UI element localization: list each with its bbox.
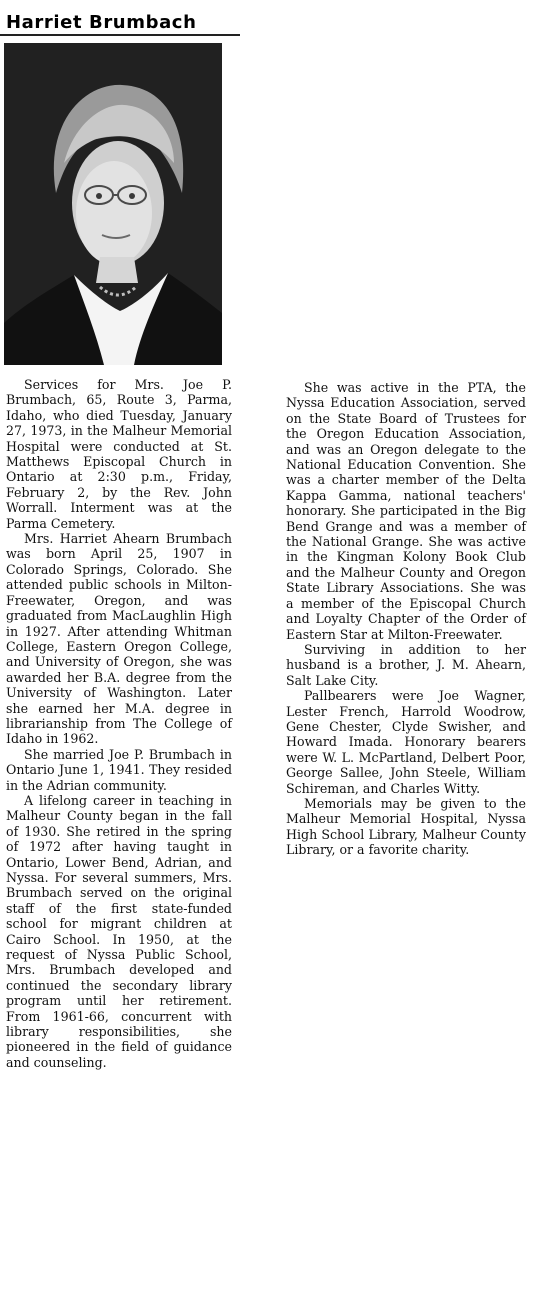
services-paragraph: Services for Mrs. Joe P. Brumbach, 65, Route 3, Parma, Idaho, who died Tuesday, January 27, 1973, in the Malheur Memorial Hospital were conducted at St. Matthews Episcopal Church in Ontario at 2:30 p.m., Friday, February 2, by the Rev. John Worrall. Interment was at the Parma Cemetery. [6,377,232,531]
obituary-left-column [6,377,232,1070]
marriage-paragraph: She married Joe P. Brumbach in Ontario June 1, 1941. They resided in the Adrian community. [6,746,232,793]
heading-rule [0,34,240,36]
birth-education-paragraph: Mrs. Harriet Ahearn Brumbach was born April 25, 1907 in Colorado Springs, Colorado. She attended public schools in Milton-Freewater, Oregon, and was graduated from MacLaughlin High in 1927. After attending Whitman College, Eastern Oregon College, and University of Oregon, she was awarded her B.A. degree from the University of Washington. Later she earned her M.A. degree in librarianship from The College of Idaho in 1962. [6,531,232,747]
career-paragraph: A lifelong career in teaching in Malheur County began in the fall of 1930. She retired in the spring of 1972 after having taught in Ontario, Lower Bend, Adrian, and Nyssa. For several summers, Mrs. Brumbach served on the original staff of the first state-funded school for migrant children at Cairo School. In 1950, at the request of Nyssa Public School, Mrs. Brumbach developed and continued the secondary library program until her retirement. From 1961-66, concurrent with library responsibilities, she pioneered in the field of guidance and counseling. [6,792,232,1070]
portrait-photo [4,43,222,365]
activities-paragraph: She was active in the PTA, the Nyssa Education Association, served on the State Board of Trustees for the Oregon Education Association, and was an Oregon delegate to the National Education Convention. She was a charter member of the Delta Kappa Gamma, national teachers' honorary. She participated in the Big Bend Grange and was a member of the National Grange. She was active in the Kingman Kolony Book Club and the Malheur County and Oregon State Library Associations. She was a member of the Episcopal Church and Loyalty Chapter of the Order of Eastern Star at Milton-Freewater. [286,380,526,642]
obituary-heading: Harriet Brumbach [6,12,197,33]
memorials-paragraph: Memorials may be given to the Malheur Memorial Hospital, Nyssa High School Library, Malheur County Library, or a favorite charity. [286,795,526,858]
survivors-paragraph: Surviving in addition to her husband is a brother, J. M. Ahearn, Salt Lake City. [286,641,526,688]
pallbearers-paragraph: Pallbearers were Joe Wagner, Lester French, Harrold Woodrow, Gene Chester, Clyde Swisher, and Howard Imada. Honorary bearers were W. L. McPartland, Delbert Poor, George Sallee, John Steele, William Schireman, and Charles Witty. [286,688,526,796]
obituary-right-column [286,380,526,858]
